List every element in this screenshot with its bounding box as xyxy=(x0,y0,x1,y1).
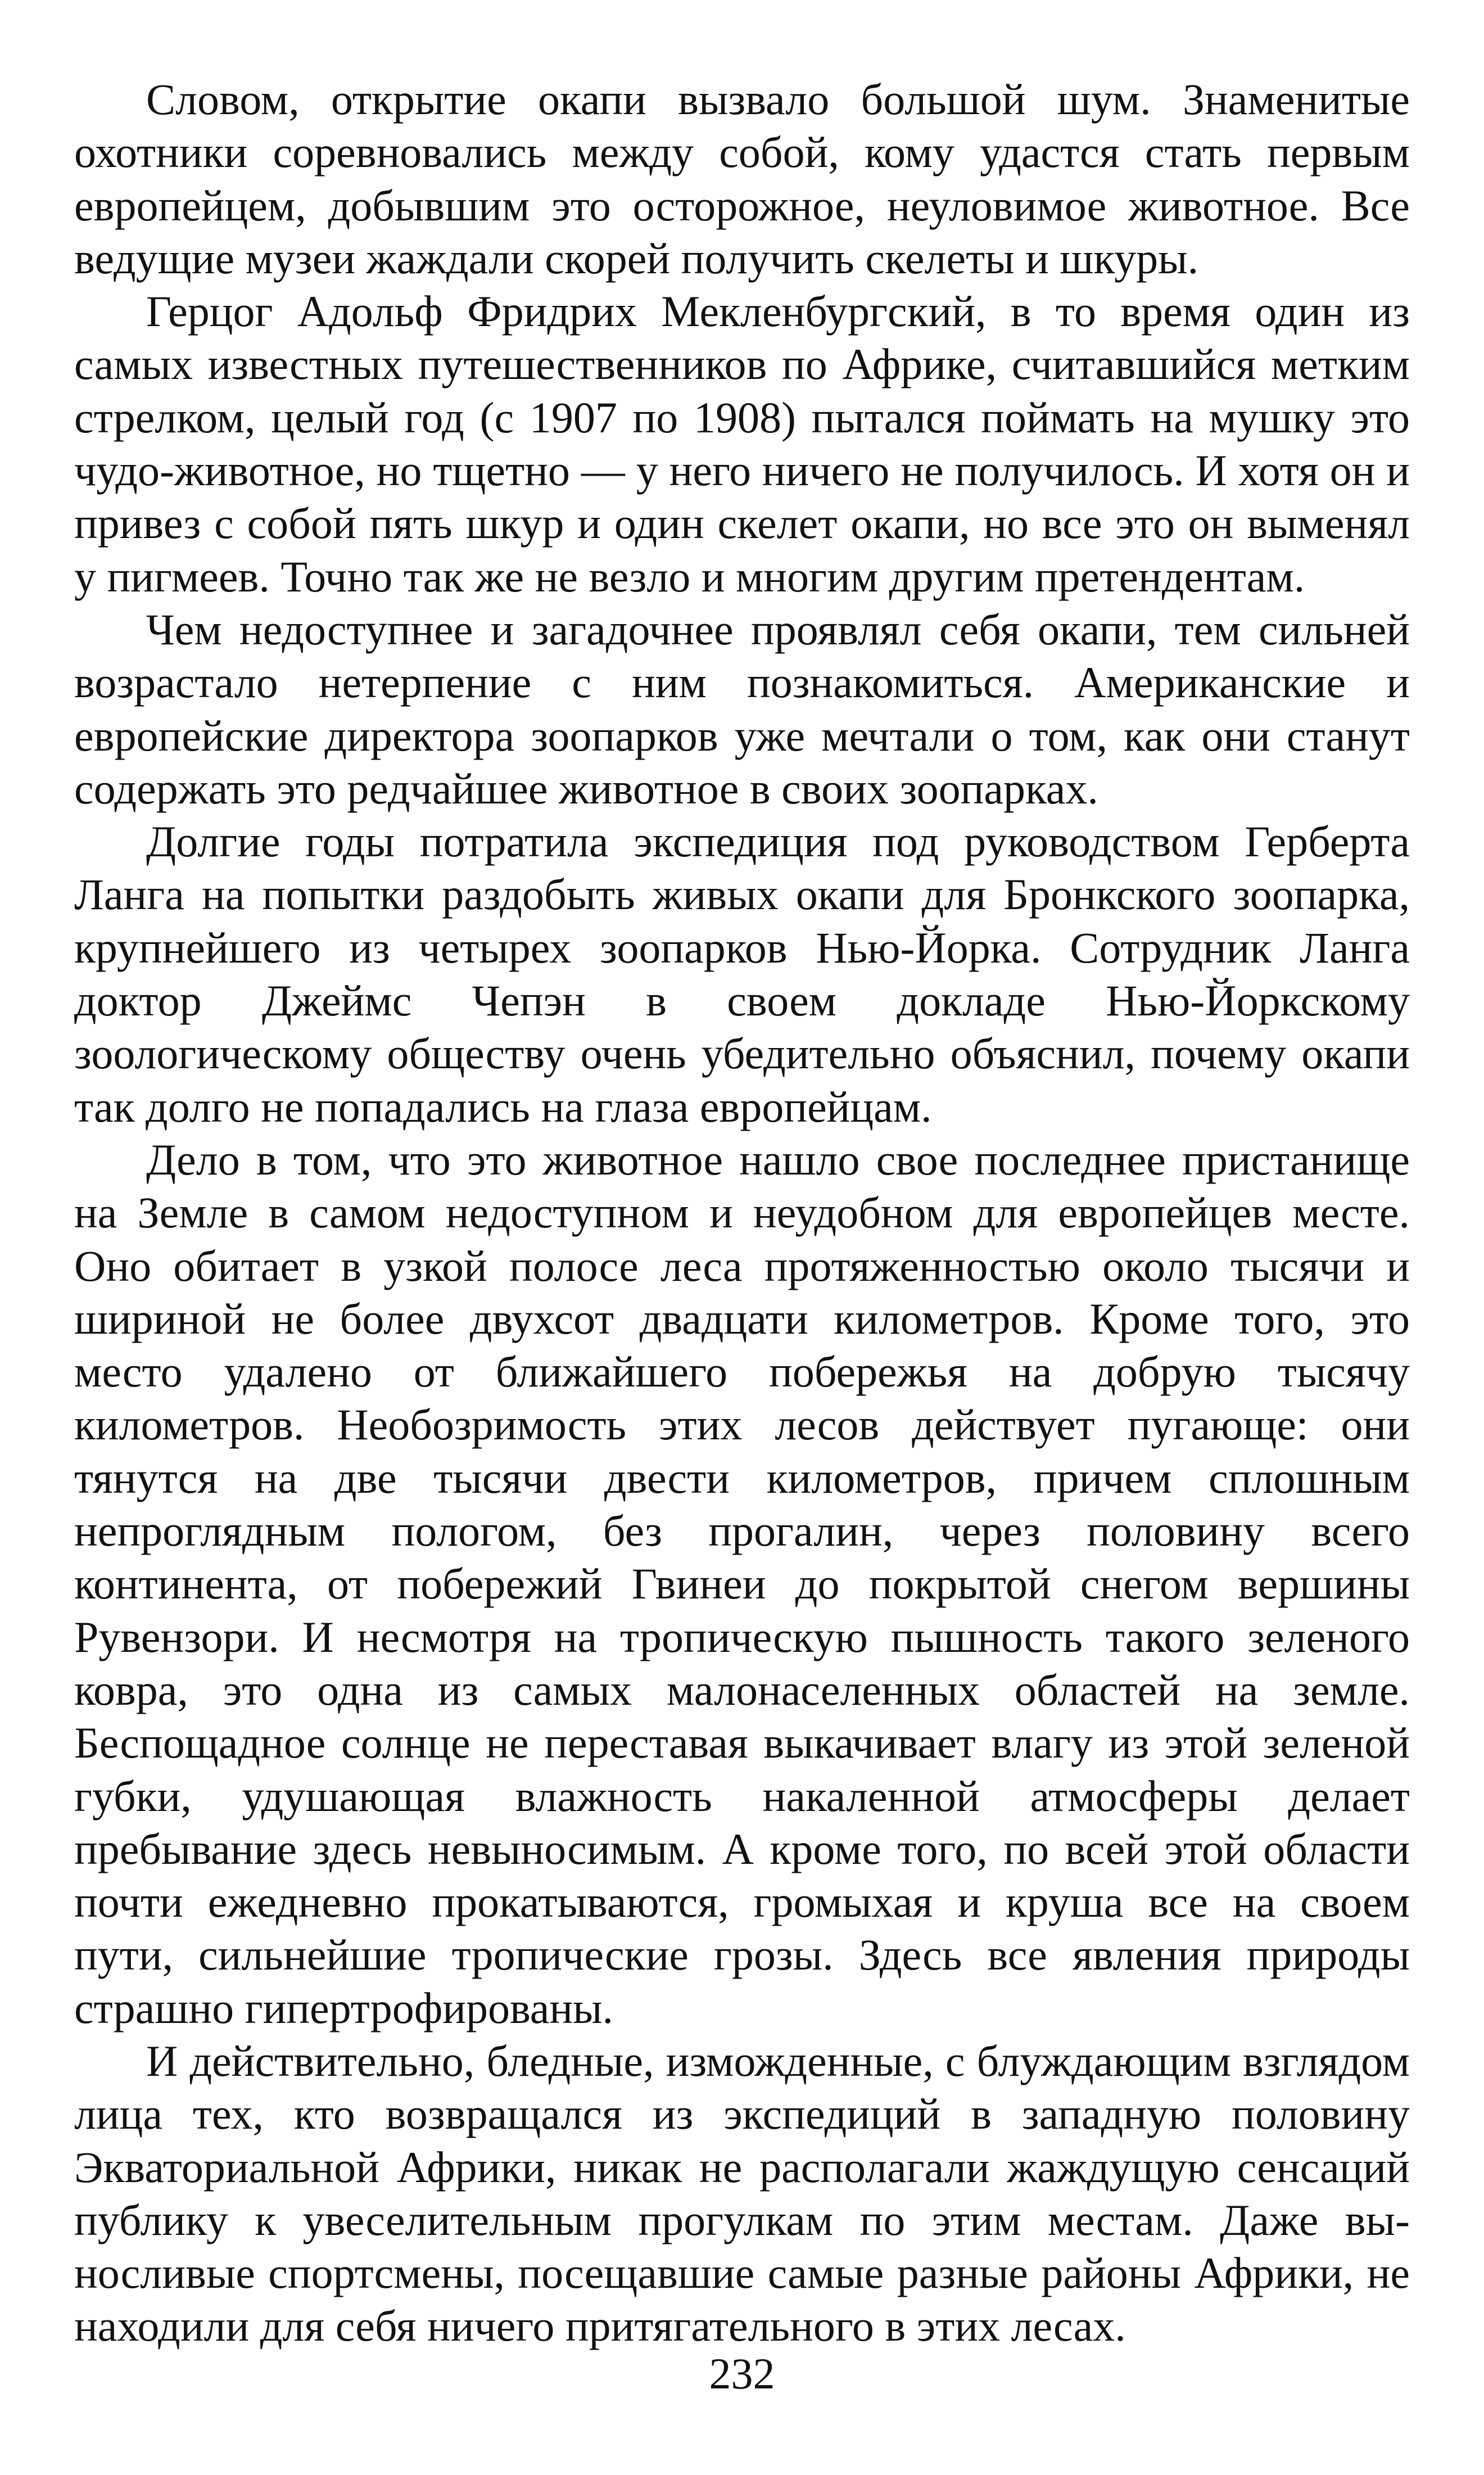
paragraph: Чем недоступнее и загадочнее проявлял себя окапи, тем сильней возрастало нетерпение с ним познакомиться. Американские и европейские директора зоопарков уже мечтали о том, как они станут содержать это редчайшее животное в своих зоопарках. xyxy=(74,604,1410,813)
paragraph: Герцог Адольф Фридрих Мекленбургский, в то время один из самых известных путешественников по Африке, считавшийся метким стрелком, целый год (с 1907 по 1908) пытался поймать на мушку это чудо-животное, но тщетно — у него ничего не получилось. И хотя он и привез с собой пять шкур и один скелет окапи, но все это он выменял у пигмеев. Точно так же не везло и многим другим претендентам. xyxy=(74,287,1410,601)
paragraph: Долгие годы потратила экспедиция под руководством Герберта Ланга на попытки раздобыть живых окапи для Бронкского зоопарка, крупнейшего из четырех зоопарков Нью-Йорка. Сотрудник Ланга доктор Джеймс Чепэн в своем докладе Нью-Йоркскому зоологическому обществу очень убедительно объяснил, почему окапи так долго не попадались на глаза европейцам. xyxy=(74,817,1410,1131)
paragraph: И действительно, бледные, изможденные, с блуждающим взглядом лица тех, кто возвращался из экспедиций в западную половину Экваториальной Африки, никак не располагали жаждущую сенсаций публику к увеселительным прогулкам по этим местам. Даже выносливые спортсмены, посещавшие самые разные районы Африки, не находили для себя ничего притягательного в этих лесах. xyxy=(74,2036,1410,2351)
paragraph: Словом, открытие окапи вызвало большой шум. Знаменитые охотники соревновались между собой, кому удастся стать первым европейцем, добывшим это осторожное, неуловимое животное. Все ведущие музеи жаждали скорей получить скелеты и шкуры. xyxy=(74,75,1410,283)
page-number: 232 xyxy=(709,2349,775,2398)
paragraph: Дело в том, что это животное нашло свое последнее пристанище на Земле в самом недоступном и неудобном для европейцев месте. Оно обитает в узкой полосе леса протяженностью около тысячи и шириной не более двухсот двадцати километров. Кроме того, это место удалено от ближайшего побережья на добрую тысячу километров. Необозримость этих лесов действует пугающе: они тянутся на две тысячи двести километров, причем сплошным непроглядным пологом, без прогалин, через половину всего континента, от побережий Гвинеи до покрытой снегом вершины Рувензори. И несмотря на тропическую пышность такого зеленого ковра, это одна из самых малонаселенных областей на земле. Беспощадное солнце не переставая выкачивает влагу из этой зеленой губки, удушающая влажность накаленной атмосферы делает пребывание здесь невыносимым. А кроме того, по всей этой области почти ежедневно прокатываются, громыхая и круша все на своем пути, сильнейшие тропические грозы. Здесь все явления природы страшно гипертрофированы. xyxy=(74,1135,1410,2033)
body-text xyxy=(74,73,1410,2353)
